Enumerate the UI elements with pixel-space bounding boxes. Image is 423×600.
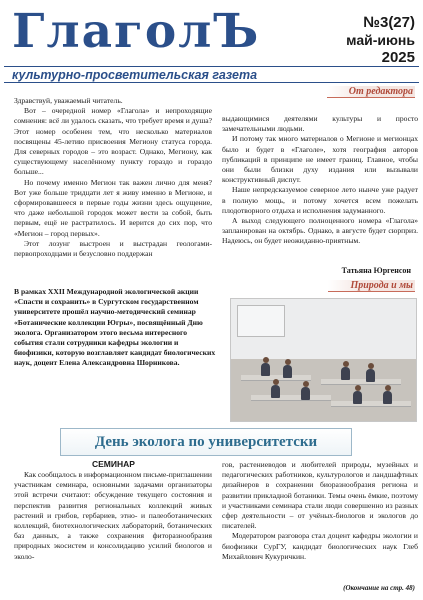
article-subheading: СЕМИНАР: [92, 459, 135, 469]
seminar-paragraph: Как сообщалось в информационном письме-приглашении участникам семинара, основными задачами организаторы этой встречи считают: обсуждение текущего состояния и перспектив развития региональных коллекций живых растений и грибов, гербариев, этно- и палеоботанических коллекций, биотехнологических лабораторий, ботанических баз данных, а также сохранения фиторазнообразия природных экосистем и консолидацию усилий биологов и эколо-: [14, 470, 212, 561]
issue-info: [325, 14, 415, 67]
editorial-paragraph: Вот – очередной номер «Глагола» и непроходящие сомнения: всё ли удалось сказать, что требует время и душа? Этот номер особенен тем, что несколько материалов посвящены 45-летию присвоения Мегиону статуса города. Для северных городов – это возраст. Однако, Мегиону, как существующему населённому пункту гораздо и гораздо больше...: [14, 106, 212, 177]
seminar-photo: [230, 298, 417, 422]
section-tag-nature: Природа и мы: [328, 280, 415, 292]
masthead-divider-top: [4, 66, 419, 67]
editorial-left-column: [14, 96, 212, 278]
seminar-paragraph: гов, растениеводов и любителей природы, музейных и педагогических работников, культурологов и ландшафтных дизайнеров в сохранении биоразнообразия региона и развитии прикладной ботаники. Темы очень ёмкие, поэтому и участниками семинара стали люди совершенно из разных сфер деятельности – от учёных-биологов и экологов до писателей.: [222, 460, 418, 531]
editorial-paragraph: А выход следующего полноценного номера «Глагола» запланирован на октябрь. Однако, в августе будет сюрприз. Надеюсь, он будет неожиданно-приятным.: [222, 216, 418, 246]
editorial-paragraph: выдающимися деятелями культуры и просто замечательными людьми.: [222, 114, 418, 134]
editorial-paragraph: Но почему именно Мегион так важен лично для меня? Вот уже больше тридцати лет я живу именно в Мегионе, и сформировавшееся в первые годы жизни здесь ощущение, что даже небольшой городок может вести за собой, быть первым, ещё не растратилось. И верится до сих пор, что «Мегион – город первых».: [14, 177, 212, 238]
seminar-left-column: [14, 470, 212, 582]
editorial-paragraph: Этот лозунг выстроен и выстрадан геологами-первопроходцами и безусловно поддержан: [14, 238, 212, 259]
issue-number: №3(27): [363, 14, 415, 31]
masthead-divider-bottom: [4, 82, 419, 83]
issue-months: май-июнь: [346, 32, 415, 48]
section-tag-editor: От редактора: [327, 86, 415, 98]
seminar-right-column: [222, 460, 418, 582]
article-banner-title: День эколога по университетски: [60, 428, 352, 456]
nature-lead-text: В рамках XXII Международной экологической акции «Спасти и сохранить» в Сургутском государственном университете прошёл научно-методический семинар «Ботанические коллекции Югры», посвящённый Дню эколога. Организатором этого весьма интересного события стали сотрудники кафедры экологии и биофизики, которую возглавляет кандидат биологических наук, доцент Елена Александровна Шорникова.: [14, 287, 216, 368]
editorial-signature: Татьяна Юргенсон: [341, 266, 411, 275]
continuation-note: (Окончание на стр. 48): [343, 584, 415, 592]
editorial-paragraph: И потому так много материалов о Мегионе и мегионцах было и будет в «Глаголе», хотя география авторов публикаций в принципе не имеет границ. Главное, чтобы они были близки духу издания или вызывали конструктивный диспут.: [222, 134, 418, 185]
issue-year: 2025: [381, 49, 415, 66]
seminar-paragraph: Модератором разговора стал доцент кафедры экологии и биофизики СурГУ, кандидат биологических наук Глеб Михайлович Кукуричкин.: [222, 531, 418, 561]
editorial-paragraph: Здравствуй, уважаемый читатель.: [14, 96, 123, 105]
editorial-paragraph: Наше непредсказуемое северное лето нынче уже радует в полную мощь, и потому хочется всем пожелать плодотворного отдыха и исполнения задуманного.: [222, 185, 418, 215]
editorial-right-column: [222, 114, 418, 272]
newspaper-title: ГлаголЪ: [12, 4, 261, 59]
newspaper-subtitle: культурно-просветительская газета: [12, 68, 258, 82]
